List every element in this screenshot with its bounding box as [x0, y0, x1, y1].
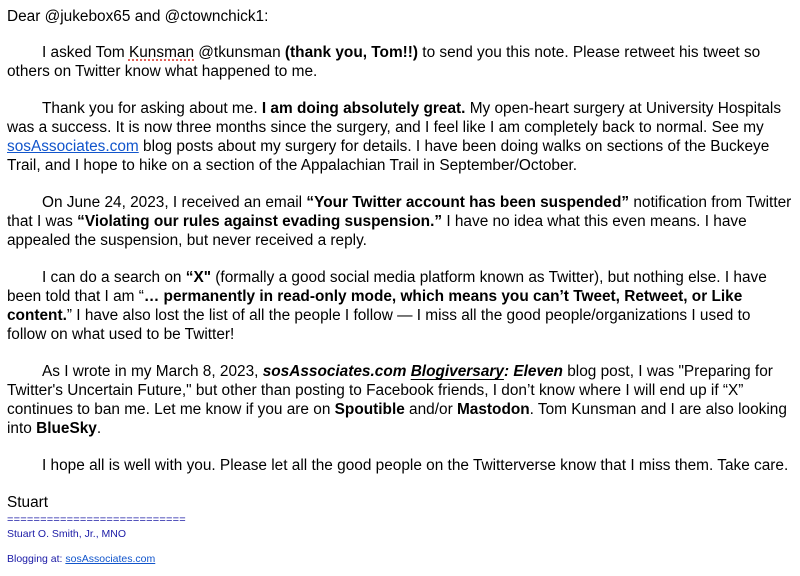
text-span: and/or [404, 401, 457, 418]
bold-spoutible: Spoutible [334, 401, 405, 418]
bold-suspended-quote: “Your Twitter account has been suspended” [306, 194, 630, 211]
text-span: On June 24, 2023, I received an email [42, 194, 307, 211]
signature-blog-label: Blogging at: [7, 553, 66, 565]
text-span: Thank you for asking about me. [42, 100, 262, 117]
bold-x: “X" [185, 269, 212, 286]
bold-mastodon: Mastodon [456, 401, 530, 418]
text-span: As I wrote in my March 8, 2023, [42, 363, 263, 380]
paragraph-closing: I hope all is well with you. Please let all the good people on the Twitterverse know that I miss them. Take care. [42, 457, 789, 474]
signature-blog-link[interactable]: sosAssociates.com [65, 553, 156, 565]
italic-site-name: sosAssociates.com [262, 363, 407, 380]
text-span: (formally a good social media platform known as Twitter), but nothing else. I have been told that I am “ [7, 269, 767, 305]
text-span: @tkunsman [194, 44, 285, 61]
italic-eleven: : Eleven [503, 363, 563, 380]
bold-thanks: (thank you, Tom!!) [284, 44, 419, 61]
text-span: to send you this note. Please retweet his tweet so others on Twitter know what happened to me. [7, 44, 761, 80]
paragraph-retweet-request [7, 43, 793, 81]
signature-blog-line [7, 552, 793, 566]
text-span: blog posts about my surgery for details. I have been doing walks on sections of the Buckeye Trail, and I hope to hike on a section of the Appalachian Trail in September/October. [7, 138, 770, 174]
bold-read-only-quote: … permanently in read-only mode, which means you can’t Tweet, Retweet, or Like content. [7, 288, 743, 324]
text-span: blog post, I was "Preparing for Twitter's Uncertain Future," but other than posting to Facebook friends, I don’t know where I will end up if “X” continues to ban me. Let me know if you are on [7, 363, 773, 418]
paragraph-read-only [7, 268, 793, 344]
signature-name: Stuart O. Smith, Jr., MNO [7, 528, 127, 540]
signoff-name: Stuart [7, 494, 49, 511]
text-span: I asked Tom [42, 44, 129, 61]
text-span: I have no idea what this even means. I have appealed the suspension, but never received a reply. [7, 213, 747, 249]
text-span: ” I have also lost the list of all the people I follow — I miss all the good people/organizations I used to follow on what used to be Twitter! [7, 307, 751, 343]
text-span: My open-heart surgery at University Hospitals was a success. It is now three months since the surgery, and I feel like I am completely back to normal. See my [7, 100, 782, 136]
bold-doing-great: I am doing absolutely great. [261, 100, 466, 117]
paragraph-health-update [7, 99, 793, 175]
greeting: Dear @jukebox65 and @ctownchick1: [7, 8, 269, 25]
paragraph-twitter-future [7, 362, 793, 438]
blog-link[interactable]: sosAssociates.com [7, 138, 139, 155]
text-span: . [96, 420, 102, 437]
text-span: I can do a search on [42, 269, 186, 286]
misspelled-word-kunsman: Kunsman [128, 44, 195, 61]
text-span: notification from Twitter that I was [7, 194, 792, 230]
bold-violating-quote: “Violating our rules against evading suspension.” [77, 213, 443, 230]
text-span: . Tom Kunsman and I are also looking into [7, 401, 787, 437]
misspelled-word-blogiversary: Blogiversary [410, 363, 504, 380]
bold-bluesky: BlueSky [36, 420, 97, 437]
signature-rule: =========================== [7, 514, 186, 526]
email-body [7, 7, 793, 566]
paragraph-suspension [7, 193, 793, 250]
